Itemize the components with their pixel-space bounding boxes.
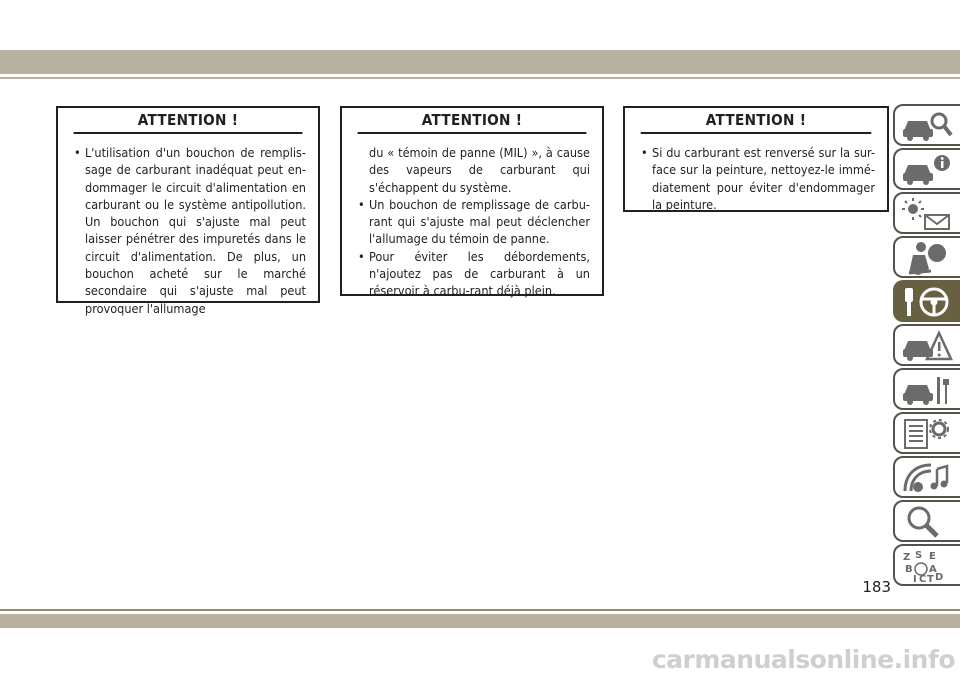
svg-text:C: C [919, 574, 927, 583]
svg-text:D: D [935, 572, 944, 583]
header-band [0, 50, 960, 74]
tab-multimedia[interactable] [893, 456, 960, 498]
tab-specifications[interactable] [893, 412, 960, 454]
warning-box-3 [623, 106, 889, 212]
watermark: carmanualsonline.info [651, 645, 955, 674]
warning-continuation: du « témoin de panne (MIL) », à cause des vapeurs de carburant qui s'échappent du système. [369, 145, 590, 195]
seat-airbag-icon [901, 241, 953, 275]
warning-title: ATTENTION ! [358, 108, 587, 134]
alphabetical-index-icon [901, 549, 953, 583]
svg-text:T: T [927, 574, 934, 583]
key-steering-wheel-icon [901, 285, 953, 319]
car-warning-triangle-icon [901, 329, 953, 363]
specifications-gear-icon [901, 417, 953, 451]
tab-index[interactable] [893, 544, 960, 586]
tab-search[interactable] [893, 500, 960, 542]
tab-warning-lights[interactable] [893, 192, 960, 234]
warning-item: • L'utilisation d'un bouchon de remplis-sage de carburant inadéquat peut en-dommager le circuit d'alimentation en carburant ou le système antipollution. Un bouchon qui s'ajuste mal peut laisser pénétrer des impuretés dans le circuit d'alimentation. De plus, un bouchon acheté sur le marché secondaire qui s'ajuste mal peut provoquer l'allumage [74, 144, 306, 317]
warning-title: ATTENTION ! [74, 108, 303, 134]
svg-text:A: A [929, 564, 937, 575]
tab-car-info[interactable] [893, 148, 960, 190]
multimedia-icon [901, 461, 953, 495]
tab-emergency[interactable] [893, 324, 960, 366]
car-search-icon [901, 109, 953, 143]
car-tools-icon [901, 373, 953, 407]
car-info-icon [901, 153, 953, 187]
tab-starting-operating[interactable] [893, 280, 960, 322]
footer-rule [0, 609, 960, 611]
svg-text:E: E [929, 551, 936, 562]
warning-item: • Un bouchon de remplissage de carbu-rant qui s'ajuste mal peut déclencher l'allumage du témoin de panne. [358, 196, 590, 248]
warning-box-2 [340, 106, 604, 299]
tab-car-search[interactable] [893, 104, 960, 146]
svg-text:S: S [915, 550, 923, 561]
svg-text:Z: Z [903, 552, 911, 563]
footer-band [0, 614, 960, 628]
page-number: 183 [862, 578, 891, 596]
header-rule [0, 77, 960, 79]
warning-title: ATTENTION ! [641, 108, 872, 134]
svg-text:B: B [905, 564, 913, 575]
warning-box-1 [56, 106, 320, 316]
warning-item: • Si du carburant est renversé sur la sur-face sur la peinture, nettoyez-le immé-diatement pour éviter d'endommager la peinture. [641, 144, 875, 213]
warning-item: • Pour éviter les débordements, n'ajoutez pas de carburant à un réservoir à carbu-rant déjà plein. [358, 248, 590, 300]
warning-light-message-icon [901, 197, 953, 231]
tab-safety[interactable] [893, 236, 960, 278]
svg-text:I: I [913, 574, 917, 583]
tab-servicing[interactable] [893, 368, 960, 410]
magnifier-icon [901, 505, 953, 539]
